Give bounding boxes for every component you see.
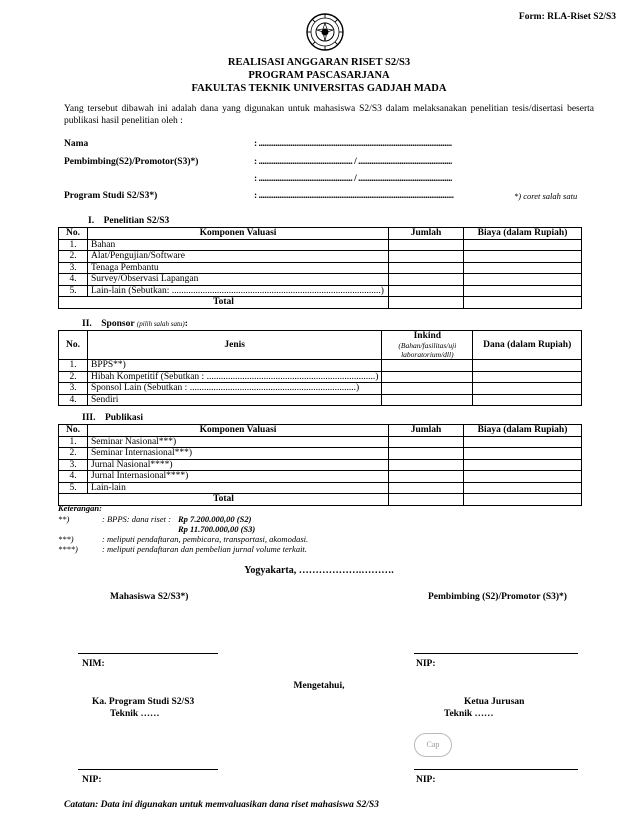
section-sponsor-header (82, 319, 188, 329)
header-inkind (382, 331, 473, 360)
row-no: 5. (59, 482, 88, 494)
table-row (59, 239, 582, 251)
jumlah-cell[interactable] (389, 239, 464, 251)
biaya-cell[interactable] (464, 274, 582, 286)
biaya-cell[interactable] (464, 285, 582, 297)
row-label: Sponsol Lain (Sebutkan : ......................................................................) (88, 383, 382, 395)
pembimbing-field[interactable]: : .................................................. / .................................................. (254, 157, 452, 167)
kaprodi-sub: Teknik …… (110, 709, 160, 719)
row-label: Bahan (88, 239, 389, 251)
row-no: 1. (59, 436, 88, 448)
dana-cell[interactable] (473, 394, 582, 406)
bpps-s3: Rp 11.700.000,00 (S3) (178, 524, 256, 534)
intro-paragraph: Yang tersebut dibawah ini adalah dana yang digunakan untuk mahasiswa S2/S3 dalam melaksanakan penelitian tesis/disertasi beserta publikasi hasil penelitian oleh : (64, 104, 594, 126)
biaya-cell[interactable] (464, 448, 582, 460)
nip-label-kajur: NIP: (416, 775, 436, 785)
table-row (59, 371, 582, 383)
table-row (59, 262, 582, 274)
header-dana: Dana (dalam Rupiah) (473, 331, 582, 360)
nim-label: NIM: (82, 659, 105, 669)
cap-stamp: Cap (414, 733, 452, 757)
nama-label: Nama (64, 139, 89, 149)
program-title: PROGRAM PASCASARJANA (248, 70, 390, 81)
total-biaya-cell[interactable] (464, 297, 582, 309)
pembimbing-field-2[interactable]: : .................................................. / .................................................. (254, 174, 452, 184)
prodi-label: Program Studi S2/S3*) (64, 191, 158, 201)
biaya-cell[interactable] (464, 482, 582, 494)
total-row (59, 494, 582, 506)
sponsor-title-note: (pilih salah satu) (136, 320, 185, 328)
header-no: No. (59, 331, 88, 360)
mahasiswa-signature-line[interactable] (78, 653, 218, 654)
table-row (59, 436, 582, 448)
coret-note: *) coret salah satu (514, 191, 578, 201)
row-no: 1. (59, 239, 88, 251)
table-row (59, 285, 582, 297)
total-label: Total (59, 297, 389, 309)
row-label: BPPS**) (88, 360, 382, 372)
table-row (59, 383, 582, 395)
jumlah-cell[interactable] (389, 459, 464, 471)
row-no: 4. (59, 394, 88, 406)
table-row (59, 274, 582, 286)
row-label: Lain-lain (Sebutkan: ........................................................................................) (88, 285, 389, 297)
prodi-field[interactable]: : ........................................................................................................ (254, 191, 454, 201)
table-row (59, 360, 582, 372)
seminar-mark: ***) (58, 534, 74, 544)
row-label: Seminar Nasional***) (88, 436, 389, 448)
bpps-s2: Rp 7.200.000,00 (S2) (178, 514, 252, 524)
dana-cell[interactable] (473, 383, 582, 395)
nama-field[interactable]: : ....................................................................................................... (254, 139, 452, 149)
sponsor-table (58, 330, 582, 406)
header-inkind-sub: (Bahan/fasilitas/uji laboratorium/dll) (398, 341, 457, 359)
mengetahui-label: Mengetahui, (293, 681, 345, 691)
kaprodi-signature-line[interactable] (78, 769, 218, 770)
row-no: 3. (59, 262, 88, 274)
jumlah-cell[interactable] (389, 482, 464, 494)
place-date: Yogyakarta, ……………….………. (244, 565, 394, 576)
header-komponen: Komponen Valuasi (88, 425, 389, 437)
kajur-label: Ketua Jurusan (464, 697, 525, 707)
biaya-cell[interactable] (464, 436, 582, 448)
jumlah-cell[interactable] (389, 448, 464, 460)
jumlah-cell[interactable] (389, 471, 464, 483)
row-no: 4. (59, 274, 88, 286)
row-label: Seminar Internasional***) (88, 448, 389, 460)
row-no: 4. (59, 471, 88, 483)
sponsor-title-colon: : (184, 319, 188, 329)
row-no: 3. (59, 459, 88, 471)
jurnal-text: : meliputi pendaftaran dan pembelian jurnal volume terkait. (102, 544, 307, 554)
table-row (59, 459, 582, 471)
nip-label-pembimbing: NIP: (416, 659, 436, 669)
nip-label-kaprodi: NIP: (82, 775, 102, 785)
biaya-cell[interactable] (464, 262, 582, 274)
inkind-cell[interactable] (382, 371, 473, 383)
bpps-text: : BPPS: dana riset : (102, 514, 171, 524)
section-penelitian-title: I. Penelitian S2/S3 (88, 216, 170, 226)
row-no: 3. (59, 383, 88, 395)
row-label: Hibah Kompetitif (Sebutkan : .......................................................................) (88, 371, 382, 383)
jumlah-cell[interactable] (389, 251, 464, 263)
table-row (59, 482, 582, 494)
total-label: Total (59, 494, 389, 506)
section-publikasi-title: III. Publikasi (82, 413, 143, 423)
biaya-cell[interactable] (464, 459, 582, 471)
table-row (59, 471, 582, 483)
total-row (59, 297, 582, 309)
header-jumlah: Jumlah (389, 228, 464, 240)
mahasiswa-label: Mahasiswa S2/S3*) (110, 592, 189, 602)
form-code: Form: RLA-Riset S2/S3 (518, 12, 616, 22)
publikasi-table (58, 424, 582, 506)
row-no: 5. (59, 285, 88, 297)
header-jumlah: Jumlah (389, 425, 464, 437)
penelitian-table (58, 227, 582, 309)
jumlah-cell[interactable] (389, 285, 464, 297)
jurnal-mark: ****) (58, 544, 78, 554)
row-no: 2. (59, 251, 88, 263)
table-row (59, 448, 582, 460)
faculty-title: FAKULTAS TEKNIK UNIVERSITAS GADJAH MADA (191, 83, 447, 94)
header-inkind-label: Inkind (413, 331, 442, 341)
section-sponsor-title: II. Sponsor (82, 319, 135, 329)
inkind-cell[interactable] (382, 360, 473, 372)
bpps-mark: **) (58, 514, 70, 524)
seminar-text: : meliputi pendaftaran, pembicara, transportasi, akomodasi. (102, 534, 309, 544)
row-label: Tenaga Pembantu (88, 262, 389, 274)
biaya-cell[interactable] (464, 471, 582, 483)
header-biaya: Biaya (dalam Rupiah) (464, 425, 582, 437)
pembimbing-label: Pembimbing(S2)/Promotor(S3)*) (64, 157, 199, 167)
total-jumlah-cell[interactable] (389, 297, 464, 309)
row-no: 1. (59, 360, 88, 372)
table-row (59, 394, 582, 406)
table-row (59, 251, 582, 263)
row-label: Sendiri (88, 394, 382, 406)
keterangan-title: Keterangan: (58, 503, 102, 513)
inkind-cell[interactable] (382, 394, 473, 406)
row-label: Alat/Pengujian/Software (88, 251, 389, 263)
pembimbing-signature-line[interactable] (414, 653, 578, 654)
row-label: Jurnal Nasional****) (88, 459, 389, 471)
jumlah-cell[interactable] (389, 274, 464, 286)
row-label: Survey/Observasi Lapangan (88, 274, 389, 286)
catatan-note: Catatan: Data ini digunakan untuk memvaluasikan dana riset mahasiswa S2/S3 (64, 800, 379, 810)
header-no: No. (59, 228, 88, 240)
biaya-cell[interactable] (464, 251, 582, 263)
row-no: 2. (59, 371, 88, 383)
document-title: REALISASI ANGGARAN RISET S2/S3 (227, 57, 411, 68)
total-biaya-cell[interactable] (464, 494, 582, 506)
jumlah-cell[interactable] (389, 262, 464, 274)
total-jumlah-cell[interactable] (389, 494, 464, 506)
header-biaya: Biaya (dalam Rupiah) (464, 228, 582, 240)
kaprodi-label: Ka. Program Studi S2/S3 (92, 697, 195, 707)
biaya-cell[interactable] (464, 239, 582, 251)
kajur-sub: Teknik …… (444, 709, 494, 719)
header-jenis: Jenis (88, 331, 382, 360)
row-label: Lain-lain (88, 482, 389, 494)
header-no: No. (59, 425, 88, 437)
header-komponen: Komponen Valuasi (88, 228, 389, 240)
jumlah-cell[interactable] (389, 436, 464, 448)
inkind-cell[interactable] (382, 383, 473, 395)
pembimbing-signature-label: Pembimbing (S2)/Promotor (S3)*) (428, 592, 567, 602)
university-seal-icon (305, 12, 345, 52)
row-label: Jurnal Internasional****) (88, 471, 389, 483)
dana-cell[interactable] (473, 371, 582, 383)
dana-cell[interactable] (473, 360, 582, 372)
row-no: 2. (59, 448, 88, 460)
kajur-signature-line[interactable] (414, 769, 578, 770)
